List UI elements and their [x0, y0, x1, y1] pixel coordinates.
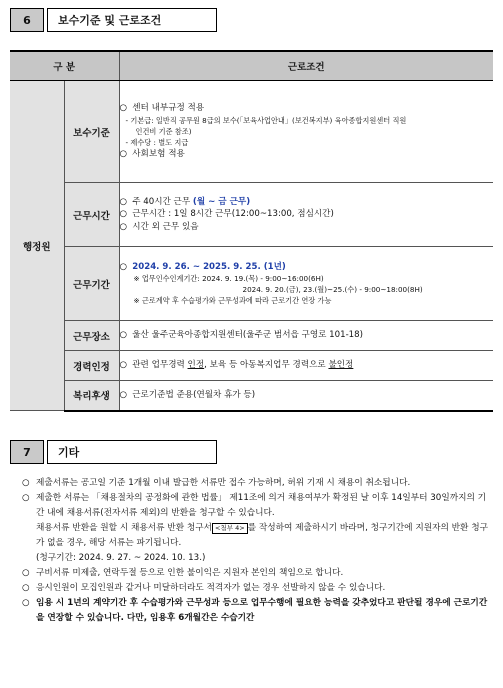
bullet-icon: ○ [119, 196, 128, 207]
text-line: (월 ~ 금 근무) [192, 196, 251, 207]
item-text: 임용 시 1년의 계약기간 후 수습평가와 근무성과 등으로 업무수행에 필요한 능력을 갖추었다고 판단될 경우에 근로기간을 연장할 수 있습니다. 다만, 임용후 6개월간은 수습기간 [36, 597, 488, 623]
etc-list [22, 476, 494, 626]
list-item [22, 476, 494, 491]
section-title: 기타 [47, 440, 217, 464]
text-line: 2024. 9. 20.(금), 23.(월)~25.(수) - 9:00~18:00(8H) [242, 285, 423, 295]
text-line: 센터 내부규정 적용 [132, 103, 205, 114]
text-line: 근로기준법 준용(연월차 휴가 등) [132, 390, 256, 401]
text-line: 사회보험 적용 [132, 149, 185, 160]
section-6-header [10, 8, 217, 32]
pay-content [119, 81, 493, 183]
bullet-icon: ○ [119, 360, 128, 371]
bullet-icon: ○ [119, 390, 128, 401]
section-7-header [10, 440, 217, 464]
text-line: 2024. 9. 26. ~ 2025. 9. 25. (1년) [132, 261, 286, 272]
header-category: 구 분 [10, 51, 119, 81]
table-row [10, 247, 493, 321]
text-line: ※ 근로계약 후 수습평가와 근무성과에 따라 근로기간 연장 가능 [133, 296, 332, 306]
list-item [22, 491, 494, 566]
welfare-content [119, 381, 493, 411]
text-part: 채용서류 반환을 원할 시 채용서류 반환 청구서 [36, 522, 213, 533]
table-row [10, 183, 493, 247]
text-line: 주 40시간 근무 [132, 196, 193, 207]
bullet-icon: ○ [22, 597, 30, 608]
text-line: 불인정 [328, 360, 354, 371]
text-line: ※ 업무인수인계기간: 2024. 9. 19.(목) - 9:00~16:00(6H) [133, 273, 324, 283]
header-conditions: 근로조건 [119, 51, 493, 81]
section-title: 보수기준 및 근로조건 [47, 8, 217, 32]
text-line: 관련 업무경력 [132, 360, 188, 371]
text-line: 인정 [187, 360, 205, 371]
text-part: 를 작성하여 제출하시기 바라며, 청구기간에 지원자의 반환 청구가 없을 경우, 해당 서류는 파기됩니다. [36, 522, 488, 548]
text-line: - 제수당 : 별도 지급 [125, 138, 189, 148]
text-part: (청구기간: 2024. 9. 27. ~ 2024. 10. 13.) [36, 552, 206, 563]
bullet-icon: ○ [119, 221, 128, 232]
bullet-icon: ○ [119, 209, 128, 220]
bullet-icon: ○ [119, 330, 128, 341]
bullet-icon: ○ [119, 149, 128, 160]
bullet-icon: ○ [22, 582, 30, 593]
text-line: - 기본급: 일반직 공무원 8급의 보수(「보육사업안내」(보건복지부) 육아종합지원센터 직원 [125, 115, 407, 125]
text-part: 제출한 서류는 「채용절차의 공정화에 관한 법률」 제11조에 의거 채용여부가 확정된 날 이후 14일부터 30일까지의 기간 내에 채용서류(전자서류 제외)의 반환을 청구할 수 있습니다. [36, 492, 487, 518]
bullet-icon: ○ [22, 492, 30, 503]
text-line: 시간 외 근무 있음 [132, 221, 199, 232]
list-item [22, 581, 494, 596]
item-text [36, 491, 494, 566]
text-line: 인건비 기준 참조) [135, 126, 192, 136]
table-row [10, 321, 493, 351]
list-item [22, 566, 494, 581]
row-label-hours: 근무시간 [64, 183, 119, 247]
row-label-welfare: 복리후생 [64, 381, 119, 411]
attachment-tag: <첨부 4> [212, 523, 248, 534]
list-item [22, 596, 494, 626]
bullet-icon: ○ [119, 103, 128, 114]
text-line: 근무시간 : 1일 8시간 근무(12:00~13:00, 점심시간) [132, 209, 334, 220]
item-text: 구비서류 미제출, 연락두절 등으로 인한 불이익은 지원자 본인의 책임으로 합니다. [36, 567, 344, 578]
table-header-row [10, 51, 493, 81]
work-conditions-table [10, 50, 493, 412]
row-label-pay: 보수기준 [64, 81, 119, 183]
section-number: 6 [10, 8, 44, 32]
bullet-icon: ○ [22, 567, 30, 578]
table-row [10, 81, 493, 183]
item-text: 제출서류는 공고일 기준 1개월 이내 발급한 서류만 접수 가능하며, 허위 기재 시 채용이 취소됩니다. [36, 478, 411, 488]
row-label-career: 경력인정 [64, 351, 119, 381]
row-label-period: 근무기간 [64, 247, 119, 321]
place-content [119, 321, 493, 351]
text-line: 울산 울주군육아종합지원센터(울주군 범서읍 구영로 101-18) [132, 330, 363, 341]
section-number: 7 [10, 440, 44, 464]
hours-content [119, 183, 493, 247]
bullet-icon: ○ [119, 261, 128, 272]
table-row [10, 351, 493, 381]
category-cell: 행정원 [10, 81, 64, 411]
bullet-icon: ○ [22, 478, 30, 488]
period-content [119, 247, 493, 321]
table-row [10, 381, 493, 411]
text-line: , 보육 등 아동복지업무 경력으로 [204, 360, 329, 371]
row-label-place: 근무장소 [64, 321, 119, 351]
item-text: 응시인원이 모집인원과 같거나 미달하더라도 적격자가 없는 경우 선발하지 않을 수 있습니다. [36, 582, 386, 593]
career-content [119, 351, 493, 381]
